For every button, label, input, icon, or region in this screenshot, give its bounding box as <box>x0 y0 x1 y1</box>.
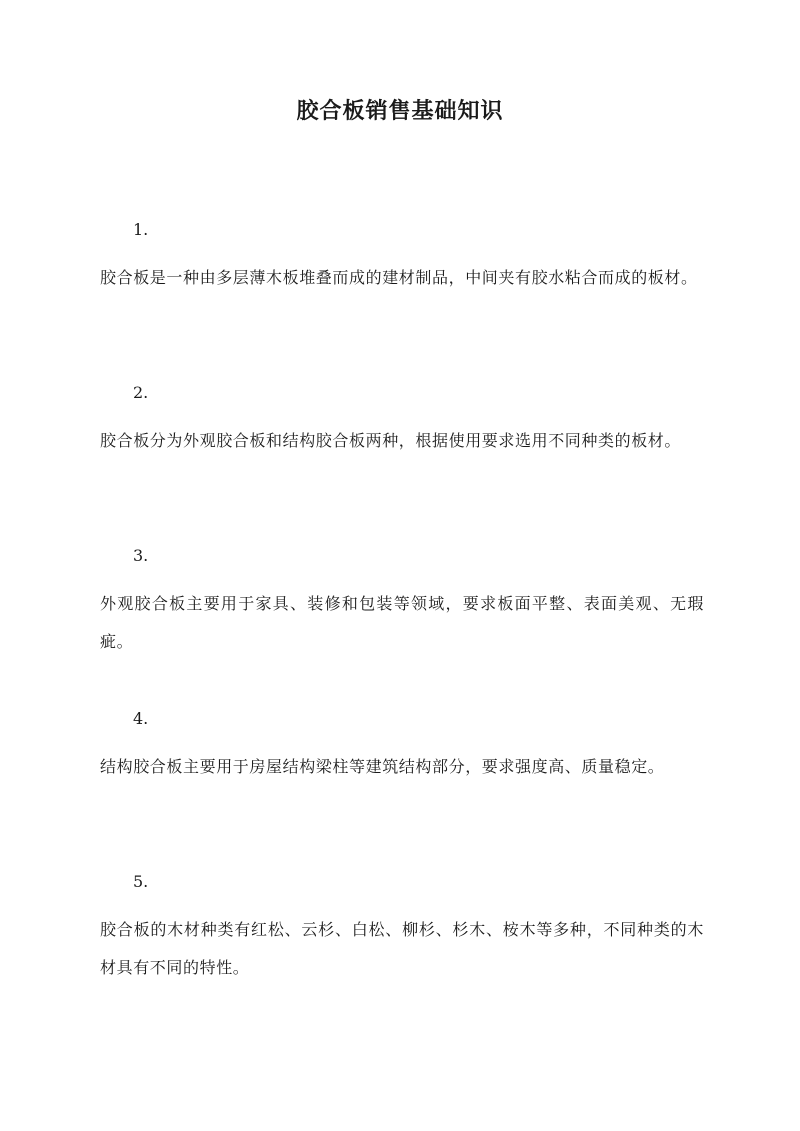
list-item-number: 5. <box>133 872 149 891</box>
list-item <box>100 864 704 1027</box>
list-item <box>100 538 704 701</box>
list-item-number: 2. <box>133 383 149 402</box>
list-item <box>100 375 704 538</box>
list-item-text: 外观胶合板主要用于家具、装修和包装等领域，要求板面平整、表面美观、无瑕疵。 <box>100 594 704 651</box>
list-item-text: 胶合板的木材种类有红松、云杉、白松、柳杉、杉木、桉木等多种，不同种类的木材具有不同的特性。 <box>100 920 704 977</box>
list-item <box>100 212 704 375</box>
page-title: 胶合板销售基础知识 <box>296 98 504 124</box>
list-item <box>100 701 704 864</box>
list-item-text: 胶合板是一种由多层薄木板堆叠而成的建材制品，中间夹有胶水粘合而成的板材。 <box>100 268 698 287</box>
list-item-number: 3. <box>133 546 149 565</box>
list-item-text: 胶合板分为外观胶合板和结构胶合板两种，根据使用要求选用不同种类的板材。 <box>100 431 682 450</box>
numbered-list <box>100 212 704 1027</box>
list-item-number: 4. <box>133 709 149 728</box>
list-item-text: 结构胶合板主要用于房屋结构梁柱等建筑结构部分，要求强度高、质量稳定。 <box>100 757 665 776</box>
list-item-number: 1. <box>133 220 149 239</box>
